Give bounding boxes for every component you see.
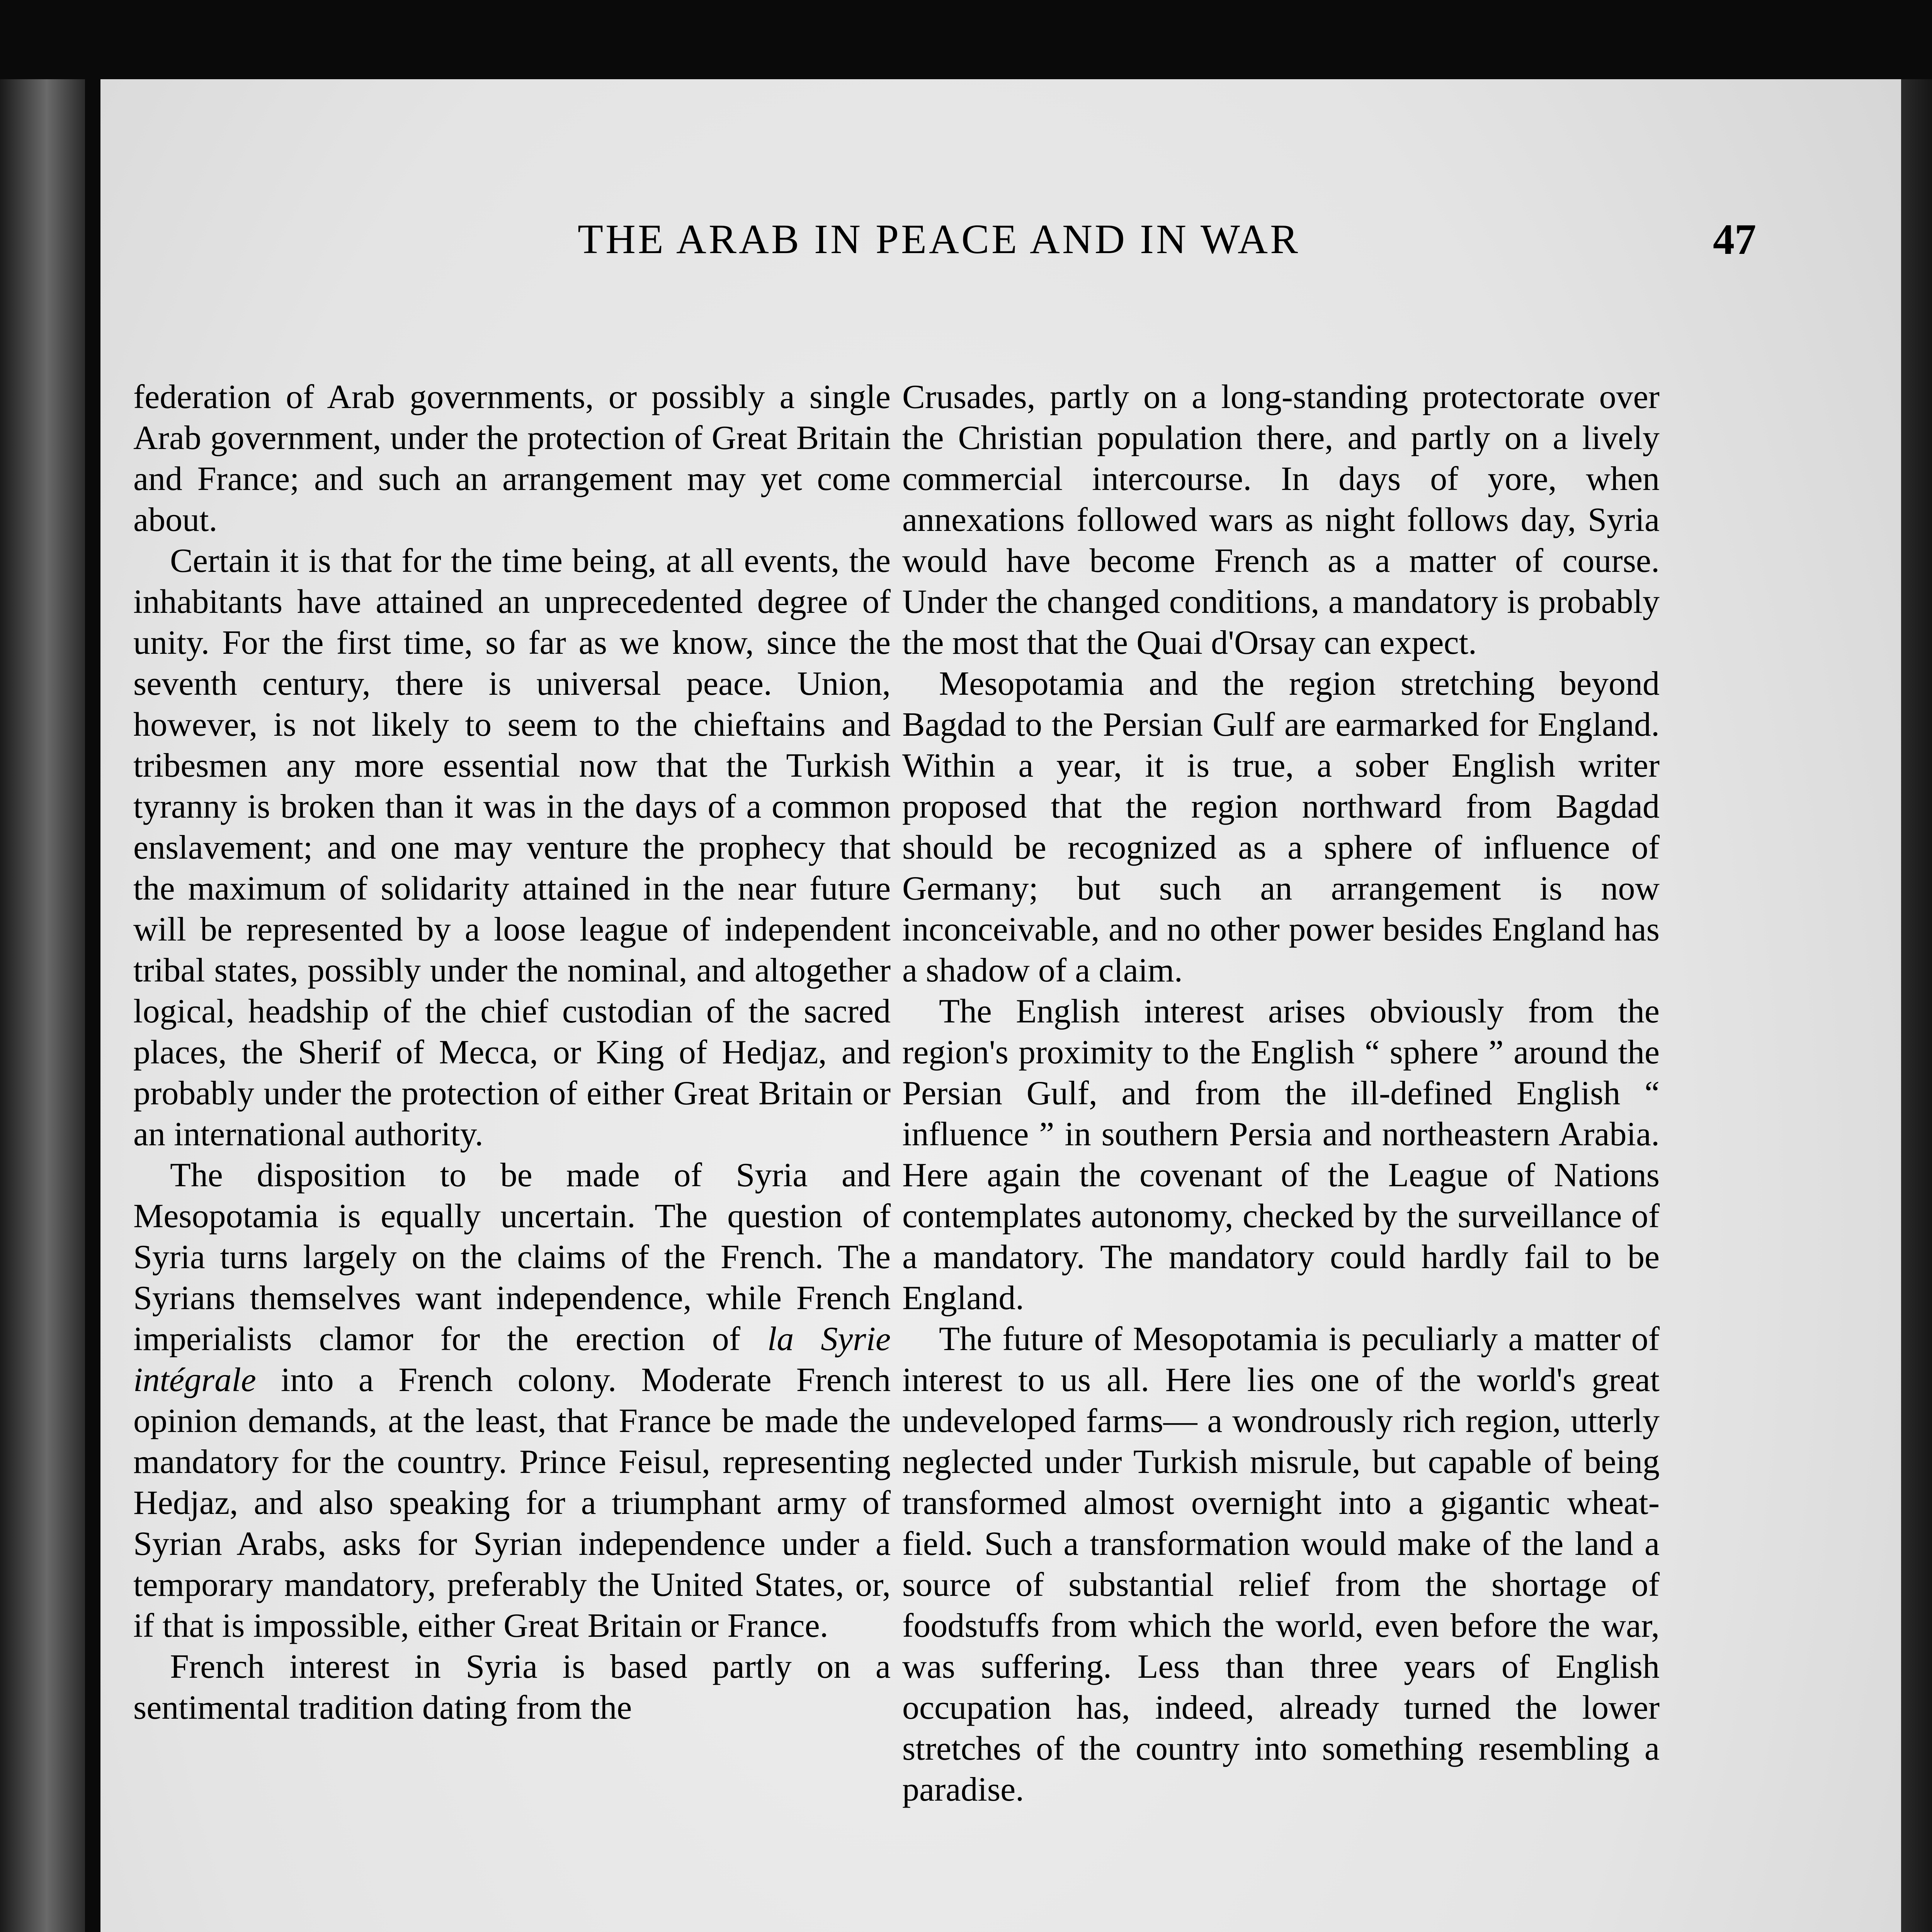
paragraph	[133, 1155, 891, 1646]
paragraph: The future of Mesopotamia is peculiarly a matter of interest to us all. Here lies one of the world's great undeveloped farms— a wondrously rich region, utterly neglected under Turkish misrule, but capable of being transformed almost overnight into a gigantic wheat-field. Such a transformation would make of the land a source of substantial relief from the shortage of foodstuffs from which the world, even before the war, was suffering. Less than three years of English occupation has, indeed, already turned the lower stretches of the country into something resembling a paradise.	[902, 1320, 1660, 1808]
paragraph-text: The disposition to be made of Syria and Mesopotamia is equally uncertain. The question of Syria turns largely on the claims of the French. The Syrians themselves want independence, while French imperialists clamor for the erection of	[133, 1156, 891, 1358]
paragraph: Certain it is that for the time being, at all events, the inhabitants have attained an unprecedented degree of unity. For the first time, so far as we know, since the seventh century, there is universal peace. Union, however, is not likely to seem to the chieftains and tribesmen any more essential now that the Turkish tyranny is broken than it was in the days of a common enslavement; and one may venture the prophecy that the maximum of solidarity attained in the near future will be represented by a loose league of independent tribal states, possibly under the nominal, and altogether logical, headship of the chief custodian of the sacred places, the Sherif of Mecca, or King of Hedjaz, and probably under the protection of either Great Britain or an international authority.	[133, 542, 891, 1153]
italic-phrase: la Syrie intégrale	[133, 1320, 891, 1399]
previous-page-edge	[0, 79, 85, 1932]
page-number: 47	[1713, 216, 1756, 264]
paragraph: French interest in Syria is based partly on a sentimental tradition dating from the	[133, 1648, 891, 1726]
running-head: THE ARAB IN PEACE AND IN WAR	[577, 216, 1301, 262]
page-binding-edge	[1901, 79, 1932, 1932]
paragraph: Mesopotamia and the region stretching beyond Bagdad to the Persian Gulf are earmarked for England. Within a year, it is true, a sober English writer proposed that the region northward from Bagdad should be recognized as a sphere of influence of Germany; but such an arrangement is now inconceivable, and no other power besides England has a shadow of a claim.	[902, 665, 1660, 989]
paragraph: Crusades, partly on a long-standing protectorate over the Christian population there, and partly on a lively commercial intercourse. In days of yore, when annexations followed wars as night follows day, Syria would have become French as a matter of course. Under the changed conditions, a mandatory is probably the most that the Quai d'Orsay can expect.	[902, 378, 1660, 662]
paragraph: federation of Arab governments, or possibly a single Arab government, under the protection of Great Britain and France; and such an arrangement may yet come about.	[133, 378, 891, 539]
right-column	[902, 377, 1660, 1810]
paragraph-text: into a French colony. Moderate French opinion demands, at the least, that France be made the mandatory for the country. Prince Feisul, representing Hedjaz, and also speaking for a triumphant army of Syrian Arabs, asks for Syrian independence under a temporary mandatory, preferably the United States, or, if that is impossible, either Great Britain or France.	[133, 1361, 891, 1645]
paragraph: The English interest arises obviously from the region's proximity to the English “ sphere ” around the Persian Gulf, and from the ill-defined English “ influence ” in southern Persia and northeastern Arabia. Here again the covenant of the League of Nations contemplates autonomy, checked by the surveillance of a mandatory. The mandatory could hardly fail to be England.	[902, 993, 1660, 1317]
page-header	[122, 211, 1756, 272]
left-column	[133, 377, 891, 1728]
